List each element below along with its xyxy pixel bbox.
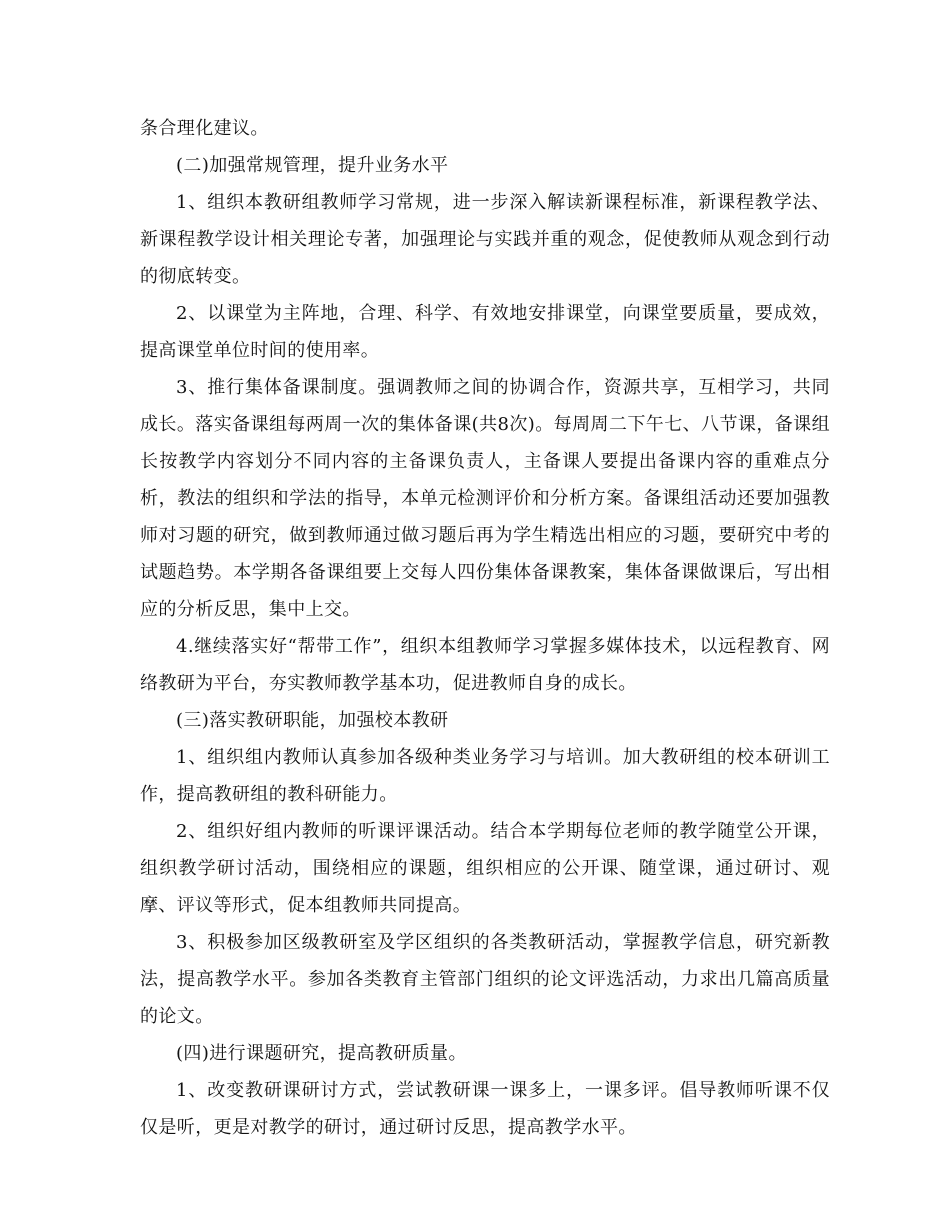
paragraph-item: 1、组织组内教师认真参加各级种类业务学习与培训。加大教研组的校本研训工作，提高教研组的教科研能力。 [140,747,830,805]
section-heading-3: (三)落实教研职能，加强校本教研 [176,710,449,731]
paragraph-item: 1、组织本教研组教师学习常规，进一步深入解读新课程标准，新课程教学法、新课程教学设计相关理论专著，加强理论与实践并重的观念，促使教师从观念到行动的彻底转变。 [140,192,830,287]
paragraph-item: 2、组织好组内教师的听课评课活动。结合本学期每位老师的教学随堂公开课，组织教学研讨活动，围绕相应的课题，组织相应的公开课、随堂课，通过研讨、观摩、评议等形式，促本组教师共同提高。 [140,821,830,916]
section-heading-2: (二)加强常规管理，提升业务水平 [176,155,449,176]
paragraph-item: 3、积极参加区级教研室及学区组织的各类教研活动，掌握教学信息，研究新教法，提高教学水平。参加各类教育主管部门组织的论文评选活动，力求出几篇高质量的论文。 [140,932,830,1027]
paragraph-item: 4.继续落实好“帮带工作”，组织本组教师学习掌握多媒体技术，以远程教育、网络教研为平台，夯实教师教学基本功，促进教师自身的成长。 [140,636,830,694]
paragraph-item: 1、改变教研课研讨方式，尝试教研课一课多上，一课多评。倡导教师听课不仅仅是听，更是对教学的研讨，通过研讨反思，提高教学水平。 [140,1080,830,1138]
paragraph-continuation: 条合理化建议。 [140,118,269,139]
paragraph-item: 2、以课堂为主阵地，合理、科学、有效地安排课堂，向课堂要质量，要成效，提高课堂单位时间的使用率。 [140,303,830,361]
document-body [140,110,830,1146]
section-heading-4: (四)进行课题研究，提高教研质量。 [176,1043,467,1064]
paragraph-item: 3、推行集体备课制度。强调教师之间的协调合作，资源共享，互相学习，共同成长。落实备课组每两周一次的集体备课(共8次)。每周周二下午七、八节课，备课组长按教学内容划分不同内容的主备课负责人，主备课人要提出备课内容的重难点分析，教法的组织和学法的指导，本单元检测评价和分析方案。备课组活动还要加强教师对习题的研究，做到教师通过做习题后再为学生精选出相应的习题，要研究中考的试题趋势。本学期各备课组要上交每人四份集体备课教案，集体备课做课后，写出相应的分析反思，集中上交。 [140,377,830,620]
